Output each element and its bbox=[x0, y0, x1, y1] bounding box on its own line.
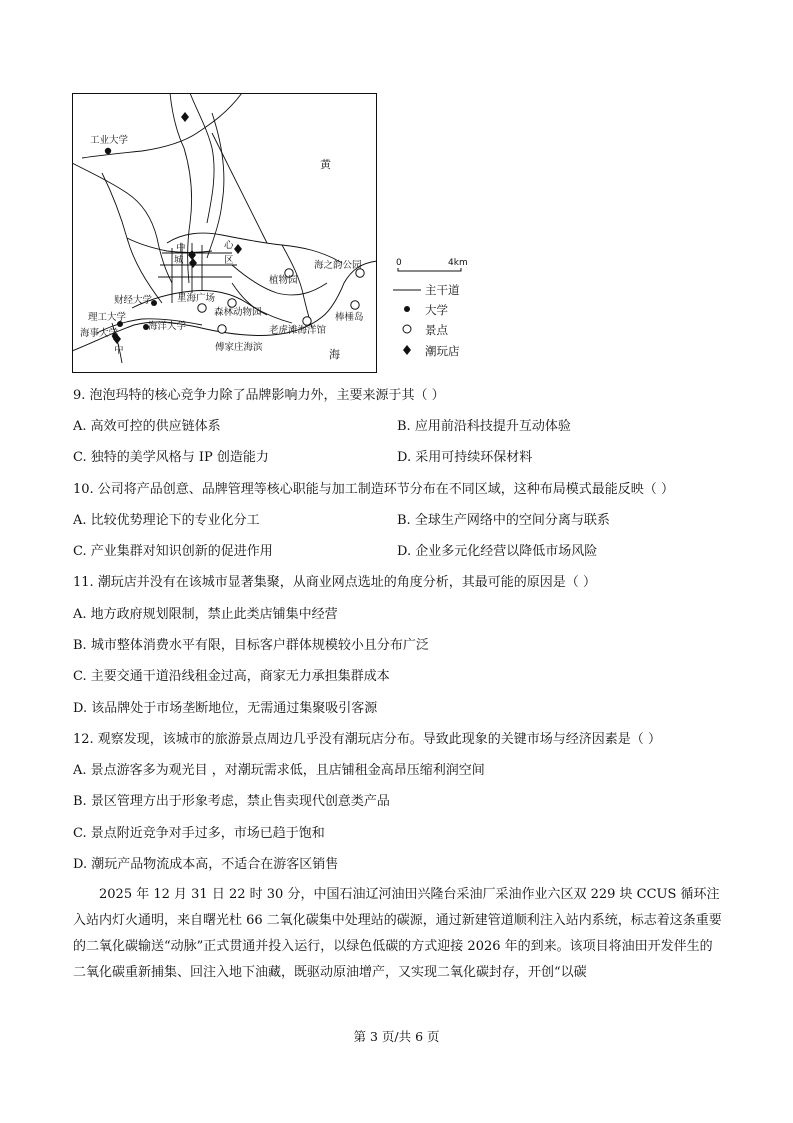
legend-road-label: 主干道 bbox=[425, 283, 460, 297]
label-bangchui: 棒棰岛 bbox=[335, 312, 364, 323]
question-11-option-c: C. 主要交通干道沿线租金过高，商家无力承担集群成本 bbox=[73, 669, 390, 684]
legend-shop-label: 潮玩店 bbox=[425, 344, 460, 358]
question-12-option-b: B. 景区管理方出于形象考虑，禁止售卖现代创意类产品 bbox=[73, 794, 390, 809]
question-10-stem: 10. 公司将产品创意、品牌管理等核心职能与加工制造环节分布在不同区域，这种布局模式最能反映（ ） bbox=[73, 482, 674, 497]
legend-scenic-label: 景点 bbox=[425, 323, 448, 337]
scale-zero: 0 bbox=[396, 258, 402, 268]
question-9-option-b: B. 应用前沿科技提升互动体验 bbox=[397, 419, 571, 434]
label-caijing: 财经大学 bbox=[114, 295, 153, 306]
label-haishi: 海事大学 bbox=[80, 328, 119, 339]
label-huang: 黄 bbox=[320, 158, 331, 171]
label-senlin: 森林动物园 bbox=[214, 307, 262, 318]
question-10-option-a: A. 比较优势理论下的专业化分工 bbox=[73, 513, 260, 528]
label-zhong-2: 中 bbox=[114, 345, 124, 356]
page-footer: 第 3 页/共 6 页 bbox=[353, 1029, 440, 1044]
legend-university-label: 大学 bbox=[425, 303, 448, 317]
label-gongye: 工业大学 bbox=[90, 135, 129, 146]
label-laohutan: 老虎滩海洋馆 bbox=[269, 325, 327, 336]
question-12-option-d: D. 潮玩产品物流成本高，不适合在游客区销售 bbox=[73, 857, 339, 872]
map-svg bbox=[72, 93, 377, 373]
label-xinghai: 星海广场 bbox=[177, 293, 216, 304]
legend-university-dot bbox=[404, 306, 410, 312]
scenic-circle bbox=[218, 325, 226, 333]
question-9-option-a: A. 高效可控的供应链体系 bbox=[73, 419, 221, 434]
scale-bar bbox=[398, 268, 461, 271]
question-11-option-b: B. 城市整体消费水平有限，目标客户群体规模较小且分布广泛 bbox=[73, 638, 429, 653]
question-9-stem: 9. 泡泡玛特的核心竞争力除了品牌影响力外，主要来源于其（ ） bbox=[73, 388, 445, 403]
label-fujiazhuang: 傅家庄海滨 bbox=[215, 342, 263, 353]
passage-ccus: 2025 年 12 月 31 日 22 时 30 分，中国石油辽河油田兴隆台采油厂采油作业六区双 229 块 CCUS 循环注入站内灯火通明，来自曙光杜 66 二氧化碳集中处理站的碳源，通过新建管道顺利注入站内系统，标志着这条重要的二氧化碳输送“动脉”正式贯通并投入运行，以绿色低碳的方式迎接 2026 年的到来。该项目将油田开发伴生的二氧化碳重新捕集、回注入地下油藏，既驱动原油增产，又实现二氧化碳封存，开创“以碳 bbox=[73, 887, 722, 980]
legend-scenic-circle bbox=[403, 325, 411, 333]
label-haiyang: 海洋大学 bbox=[148, 321, 187, 332]
question-12-option-c: C. 景点附近竞争对手过多，市场已趋于饱和 bbox=[73, 826, 325, 841]
label-zhiwuyuan: 植物园 bbox=[269, 275, 298, 286]
label-xin: 心 bbox=[224, 240, 234, 251]
scenic-circle bbox=[303, 317, 311, 325]
label-qu: 区 bbox=[224, 255, 234, 266]
question-9-option-d: D. 采用可持续环保材料 bbox=[397, 450, 533, 465]
question-11-stem: 11. 潮玩店并没有在该城市显著集聚，从商业网点选址的角度分析，其最可能的原因是（ ） bbox=[73, 575, 596, 590]
legend-svg bbox=[393, 255, 493, 365]
city-map bbox=[72, 93, 377, 373]
question-10-option-d: D. 企业多元化经营以降低市场风险 bbox=[397, 544, 598, 559]
label-zhong: 中 bbox=[176, 243, 186, 254]
scale-unit: 4km bbox=[448, 258, 468, 268]
question-12-option-a: A. 景点游客多为观光目 ，对潮玩需求低，且店铺租金高昂压缩利润空间 bbox=[73, 763, 485, 778]
label-haizhiyun: 海之韵公园 bbox=[314, 260, 362, 271]
question-12-stem: 12. 观察发现，该城市的旅游景点周边几乎没有潮玩店分布。导致此现象的关键市场与经济因素是（ ） bbox=[73, 732, 661, 747]
scenic-circle bbox=[228, 299, 236, 307]
university-dot bbox=[105, 148, 111, 154]
label-ligong: 理工大学 bbox=[88, 312, 127, 323]
label-hai: 海 bbox=[329, 348, 340, 361]
scenic-circle bbox=[198, 304, 206, 312]
map-legend bbox=[393, 255, 493, 365]
question-10-option-c: C. 产业集群对知识创新的促进作用 bbox=[73, 544, 273, 559]
label-cheng: 城 bbox=[174, 255, 184, 266]
question-10-option-b: B. 全球生产网络中的空间分离与联系 bbox=[397, 513, 610, 528]
scenic-circle bbox=[351, 301, 359, 309]
question-9-option-c: C. 独特的美学风格与 IP 创造能力 bbox=[73, 450, 269, 465]
question-11-option-d: D. 该品牌处于市场垄断地位，无需通过集聚吸引客源 bbox=[73, 701, 378, 716]
legend-shop-diamond bbox=[403, 345, 411, 355]
question-11-option-a: A. 地方政府规划限制，禁止此类店铺集中经营 bbox=[73, 607, 338, 622]
